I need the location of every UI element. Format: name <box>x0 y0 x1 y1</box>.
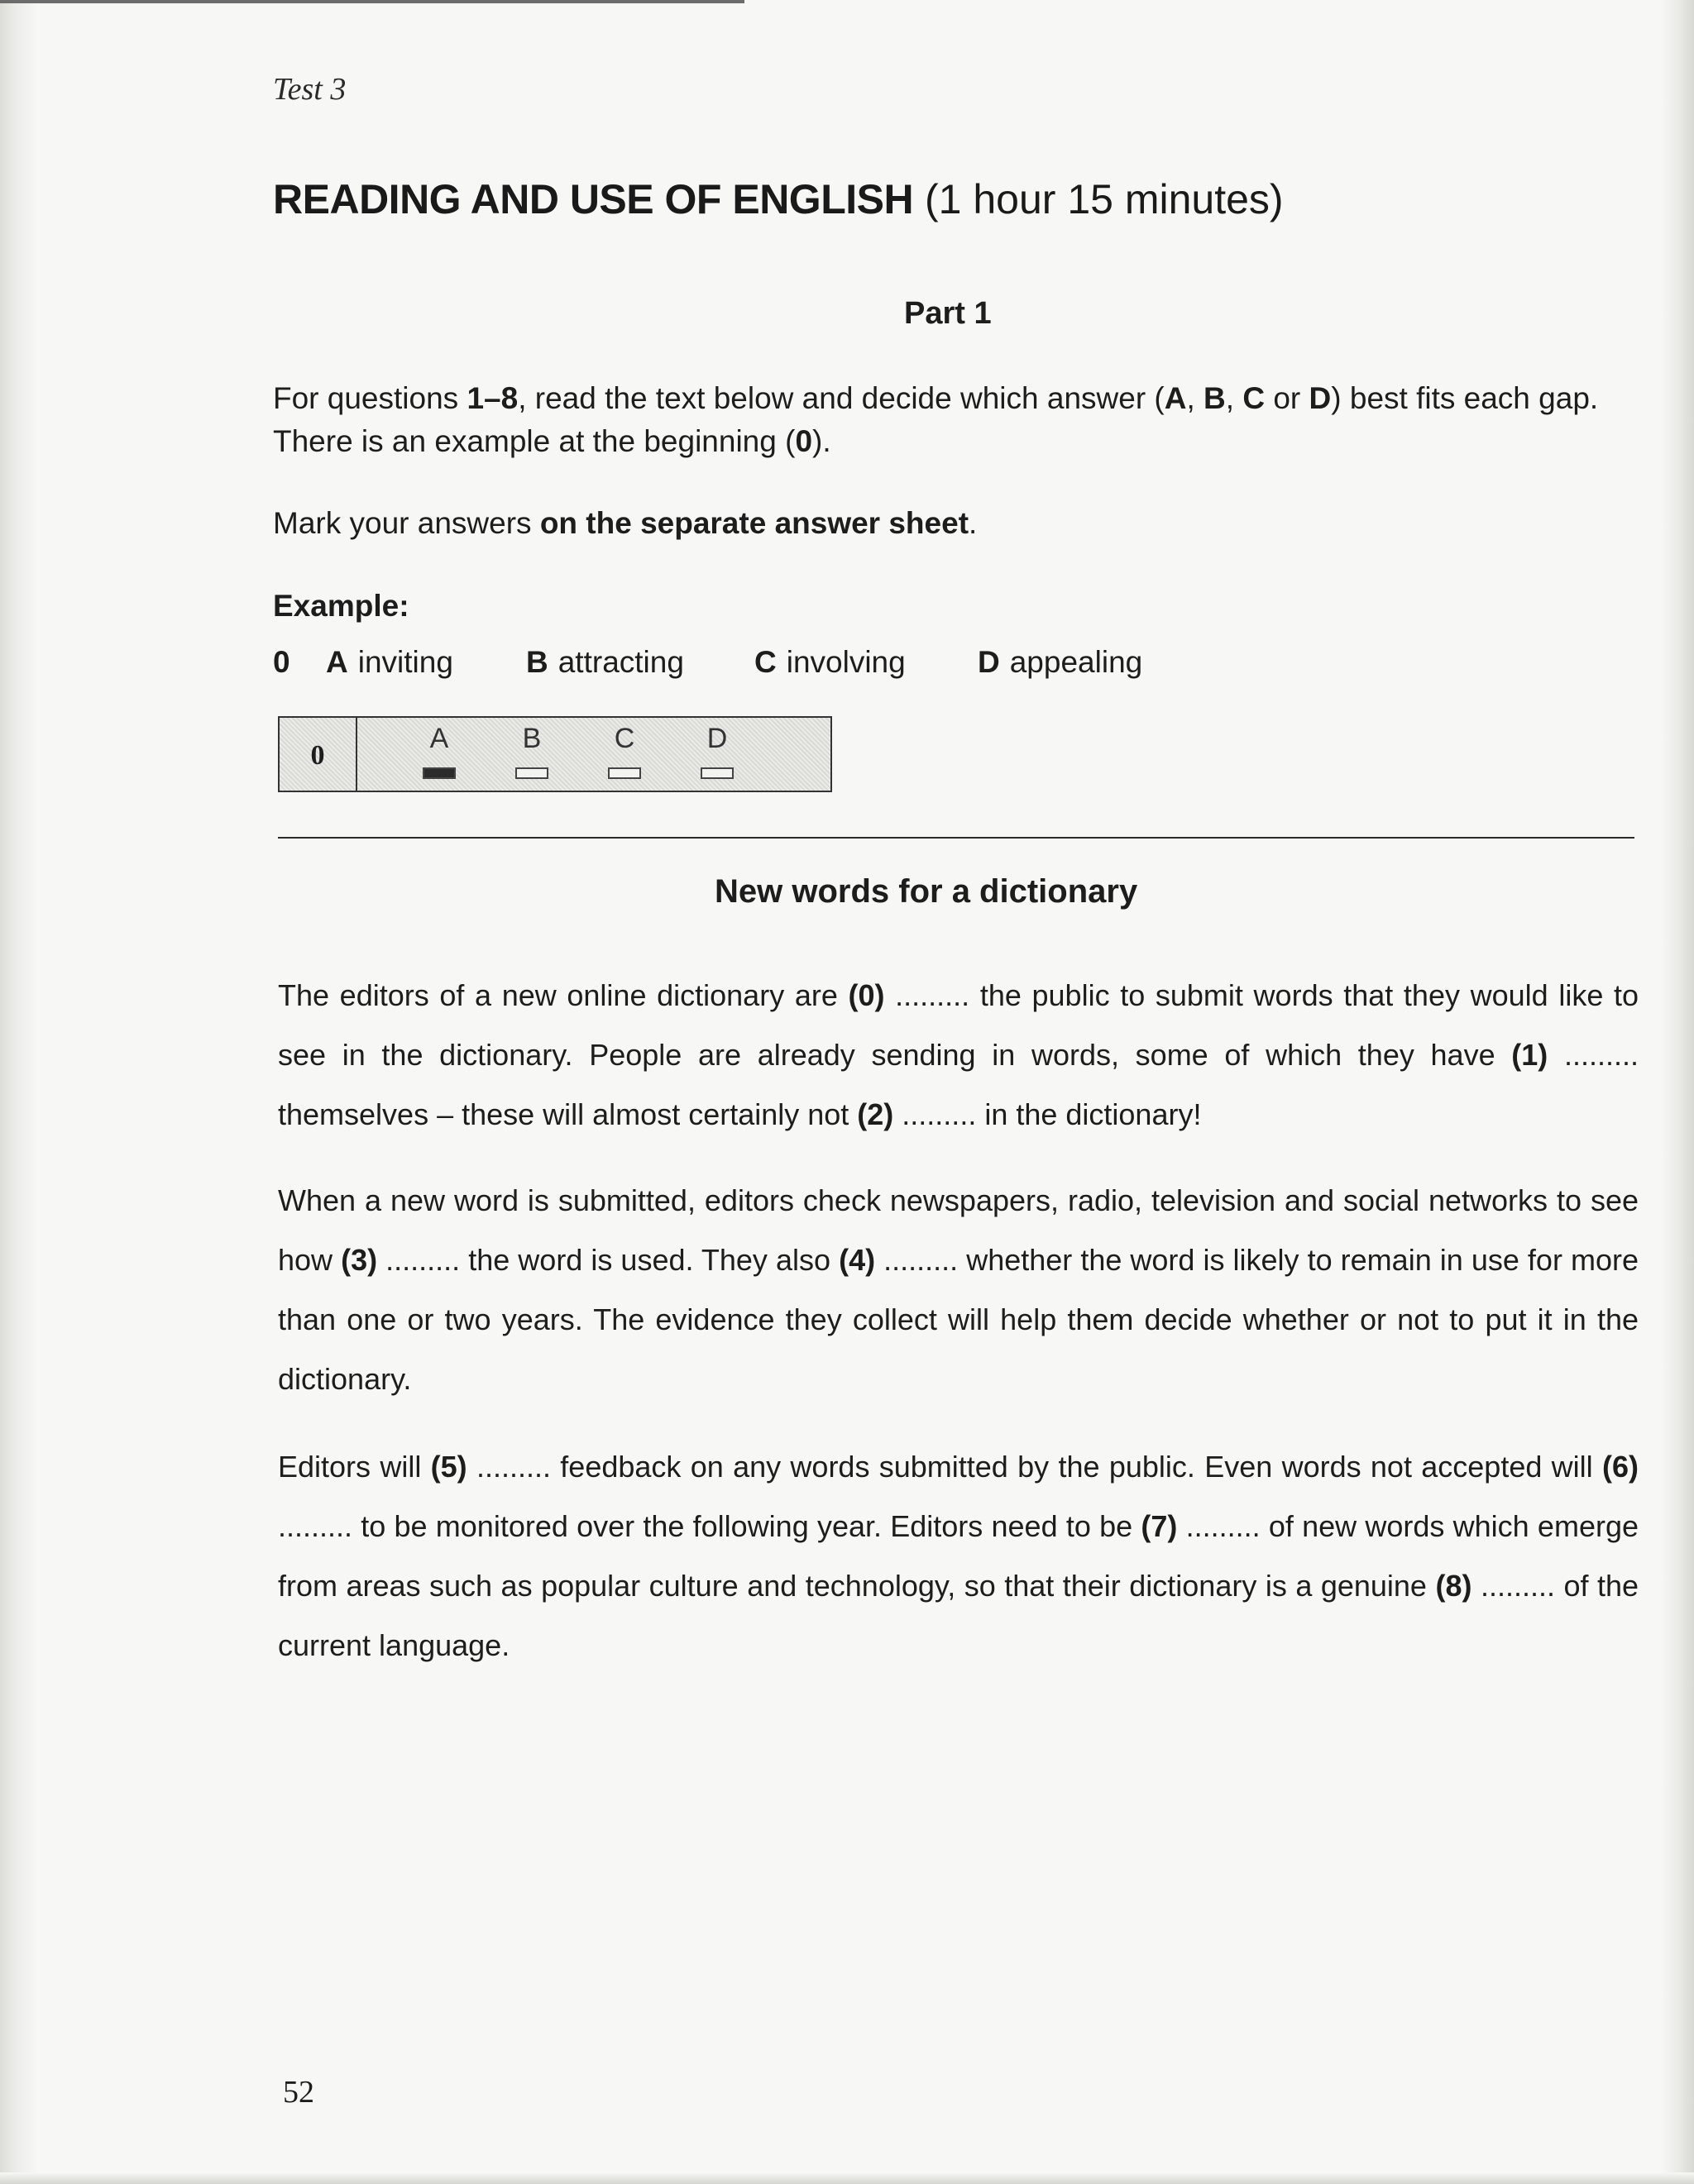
instructions-text: ) best fits each gap. <box>1331 381 1599 415</box>
section-title-duration: (1 hour 15 minutes) <box>925 176 1284 222</box>
mark-emphasis: on the separate answer sheet <box>539 506 969 540</box>
mark-text: . <box>969 506 978 540</box>
example-option-c <box>754 645 906 680</box>
example-option-a <box>326 645 453 680</box>
running-head: Test 3 <box>273 72 347 107</box>
passage-text: When a new word is submitted, editors check newspapers, radio, television and social networks to see how <box>278 1183 1639 1277</box>
answer-choice-label-b: B <box>522 723 542 754</box>
option-letter: C <box>754 645 777 679</box>
gap-number: (3) <box>341 1243 378 1277</box>
passage-text: ......... to be monitored over the following year. Editors need to be <box>278 1509 1141 1543</box>
passage-paragraph-2 <box>278 1171 1639 1409</box>
section-title <box>273 175 1284 223</box>
option-letter: B <box>1204 381 1226 415</box>
question-range: 1–8 <box>467 381 519 415</box>
instructions-text: ). <box>812 424 831 458</box>
passage-text: ......... the word is used. They also <box>377 1243 840 1277</box>
option-letter: B <box>526 645 548 679</box>
option-word: appealing <box>1009 645 1143 679</box>
option-word: involving <box>786 645 906 679</box>
answer-sheet-number: 0 <box>280 718 357 791</box>
passage-text: ......... whether the word is likely to remain in use for more than one or two years. The evidence they collect will help them decide whether or not to put it in the dictionary. <box>278 1243 1639 1396</box>
option-letter: D <box>978 645 1000 679</box>
example-number: 0 <box>273 645 290 679</box>
scan-edge-left <box>0 0 38 2184</box>
option-word: inviting <box>357 645 453 679</box>
gap-number: (2) <box>857 1097 894 1131</box>
instructions-text: or <box>1265 381 1309 415</box>
instructions-text: There is an example at the beginning ( <box>273 424 796 458</box>
instructions-text: , read the text below and decide which answer ( <box>518 381 1165 415</box>
section-title-main: READING AND USE OF ENGLISH <box>273 176 914 222</box>
answer-choice-label-a: A <box>429 723 449 754</box>
passage-paragraph-3 <box>278 1437 1639 1675</box>
answer-choice-label-d: D <box>706 723 728 754</box>
instructions-text: , <box>1225 381 1243 415</box>
passage-text: ......... themselves – these will almost certainly not <box>278 1038 1639 1131</box>
gap-number: (6) <box>1601 1450 1639 1484</box>
scan-edge-bottom <box>0 2172 1694 2184</box>
answer-bubble-a-filled[interactable] <box>423 767 456 779</box>
passage-paragraph-1 <box>278 966 1639 1145</box>
option-letter: A <box>1164 381 1187 415</box>
instructions-text: , <box>1186 381 1204 415</box>
mark-text: Mark your answers <box>273 506 540 540</box>
gap-number: (7) <box>1141 1509 1178 1543</box>
gap-number: (8) <box>1435 1569 1472 1603</box>
scan-edge-top <box>0 0 744 3</box>
example-label: Example: <box>273 589 409 623</box>
option-letter: D <box>1309 381 1332 415</box>
passage-text: ......... of the current language. <box>278 1569 1639 1662</box>
option-letter: A <box>326 645 348 679</box>
instructions <box>273 377 1638 463</box>
answer-bubble-c[interactable] <box>608 767 641 779</box>
passage-text: The editors of a new online dictionary are <box>278 978 849 1012</box>
page-number: 52 <box>283 2075 314 2110</box>
example-number: 0 <box>795 424 813 458</box>
answer-bubble-b[interactable] <box>515 767 548 779</box>
example-option-b <box>526 645 684 680</box>
passage-text: Editors will <box>278 1450 431 1484</box>
passage-text: ......... feedback on any words submitted by the public. Even words not accepted will <box>467 1450 1602 1484</box>
part-title: Part 1 <box>904 296 992 331</box>
option-word: attracting <box>557 645 684 679</box>
passage-title: New words for a dictionary <box>715 873 1138 910</box>
option-letter: C <box>1242 381 1266 415</box>
divider-rule <box>278 837 1634 839</box>
instructions-text: For questions <box>273 381 467 415</box>
scan-edge-right <box>1661 0 1694 2184</box>
mark-answers-line <box>273 506 977 541</box>
gap-number: (1) <box>1511 1038 1548 1072</box>
passage-text: ......... in the dictionary! <box>893 1097 1202 1131</box>
gap-number: (4) <box>839 1243 876 1277</box>
passage-text: ......... the public to submit words that they would like to see in the dictionary. People are already sending in words, some of which they have <box>278 978 1639 1072</box>
gap-number: (0) <box>848 978 885 1012</box>
answer-sheet-example <box>278 716 832 792</box>
passage-text: ......... of new words which emerge from areas such as popular culture and technology, so that their dictionary is a genuine <box>278 1509 1639 1603</box>
answer-bubble-d[interactable] <box>701 767 734 779</box>
gap-number: (5) <box>430 1450 467 1484</box>
example-option-d <box>978 645 1142 680</box>
answer-choice-label-c: C <box>614 723 635 754</box>
